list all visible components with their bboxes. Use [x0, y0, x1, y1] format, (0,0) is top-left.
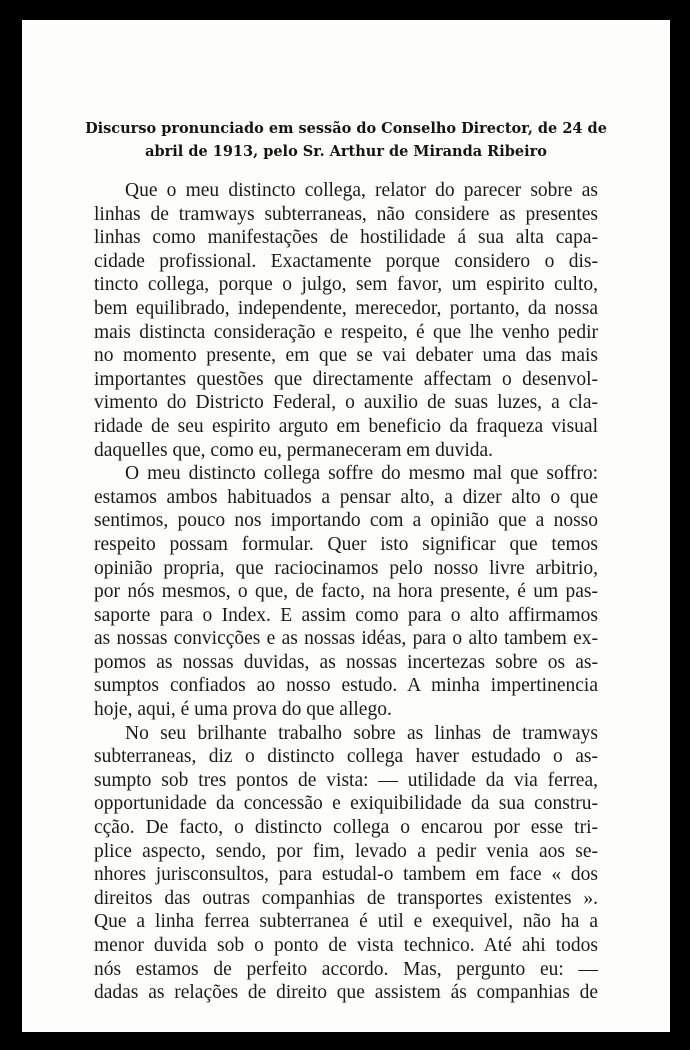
text-line: opinião propria, que raciocinamos pelo nosso livre arbitrio, [94, 557, 598, 579]
text-line: vimento do Districto Federal, o auxilio de suas luzes, a cla- [94, 392, 598, 414]
text-line: daquelles que, como eu, permaneceram em duvida. [94, 439, 494, 461]
text-line: dadas as relações de direito que assistem ás companhias de [94, 982, 598, 1004]
text-line: cção. De facto, o distincto collega o encarou por esse tri- [94, 817, 598, 839]
text-line: bem equilibrado, independente, merecedor, portanto, da nossa [94, 297, 598, 319]
text-line: nós estamos de perfeito accordo. Mas, pergunto eu: — [94, 958, 598, 980]
text-line: Que a linha ferrea subterranea é util e exequivel, não ha a [94, 911, 598, 933]
text-line: plice aspecto, sendo, por fim, levado a pedir venia aos se- [94, 840, 598, 862]
text-line: importantes questões que directamente affectam o desenvol- [94, 368, 598, 390]
document-page [22, 20, 670, 1032]
speech-body [94, 179, 598, 1005]
text-line: subterraneas, diz o distincto collega haver estudado o as- [94, 746, 598, 768]
text-line: cidade profissional. Exactamente porque considero o dis- [94, 250, 598, 272]
text-line: ridade de seu espirito arguto em beneficio da fraqueza visual [94, 415, 598, 437]
speech-heading [42, 117, 650, 163]
text-line: No seu brilhante trabalho sobre as linhas de tramways [125, 722, 598, 744]
text-line: sumptos confiados ao nosso estudo. A minha impertinencia [94, 675, 598, 697]
text-line: hoje, aqui, é uma prova do que allego. [94, 699, 392, 721]
text-line: por nós mesmos, o que, de facto, na hora presente, é um pas- [94, 581, 598, 603]
text-line: estamos ambos habituados a pensar alto, a dizer alto o que [94, 486, 598, 508]
text-line: no momento presente, em que se vai debater uma das mais [94, 345, 598, 367]
text-line: respeito possam formular. Quer isto significar que temos [94, 533, 598, 555]
text-line: nhores jurisconsultos, para estudal-o tambem em face « dos [94, 864, 598, 886]
text-line: O meu distincto collega soffre do mesmo mal que soffro: [125, 463, 598, 485]
text-line: mais distincta consideração e respeito, é que lhe venho pedir [94, 321, 598, 343]
text-line: saporte para o Index. E assim como para o alto affirmamos [94, 604, 598, 626]
text-line: opportunidade da concessão e exiquibilidade da sua constru- [94, 793, 598, 815]
heading-line-2: abril de 1913, pelo Sr. Arthur de Miranda Ribeiro [145, 143, 547, 160]
text-line: direitos das outras companhias de transportes existentes ». [94, 887, 598, 909]
text-line: sumpto sob tres pontos de vista: — utilidade da via ferrea, [94, 769, 598, 791]
text-line: tincto collega, porque o julgo, sem favor, um espirito culto, [94, 274, 598, 296]
paragraph [94, 462, 598, 722]
text-line: Que o meu distincto collega, relator do parecer sobre as [125, 180, 598, 201]
paragraph [94, 179, 598, 462]
text-line: menor duvida sob o ponto de vista technico. Até ahi todos [94, 935, 598, 956]
text-line: linhas de tramways subterraneas, não considere as presentes [94, 203, 598, 225]
text-line: sentimos, pouco nos importando com a opinião que a nosso [94, 510, 598, 532]
text-line: as nossas convicções e as nossas idéas, para o alto tambem ex- [94, 628, 598, 650]
paragraph [94, 722, 598, 1005]
heading-line-1: Discurso pronunciado em sessão do Conselho Director, de 24 de [85, 120, 607, 137]
text-line: pomos as nossas duvidas, as nossas incertezas sobre os as- [94, 651, 598, 673]
text-line: linhas como manifestações de hostilidade á sua alta capa- [94, 227, 598, 249]
